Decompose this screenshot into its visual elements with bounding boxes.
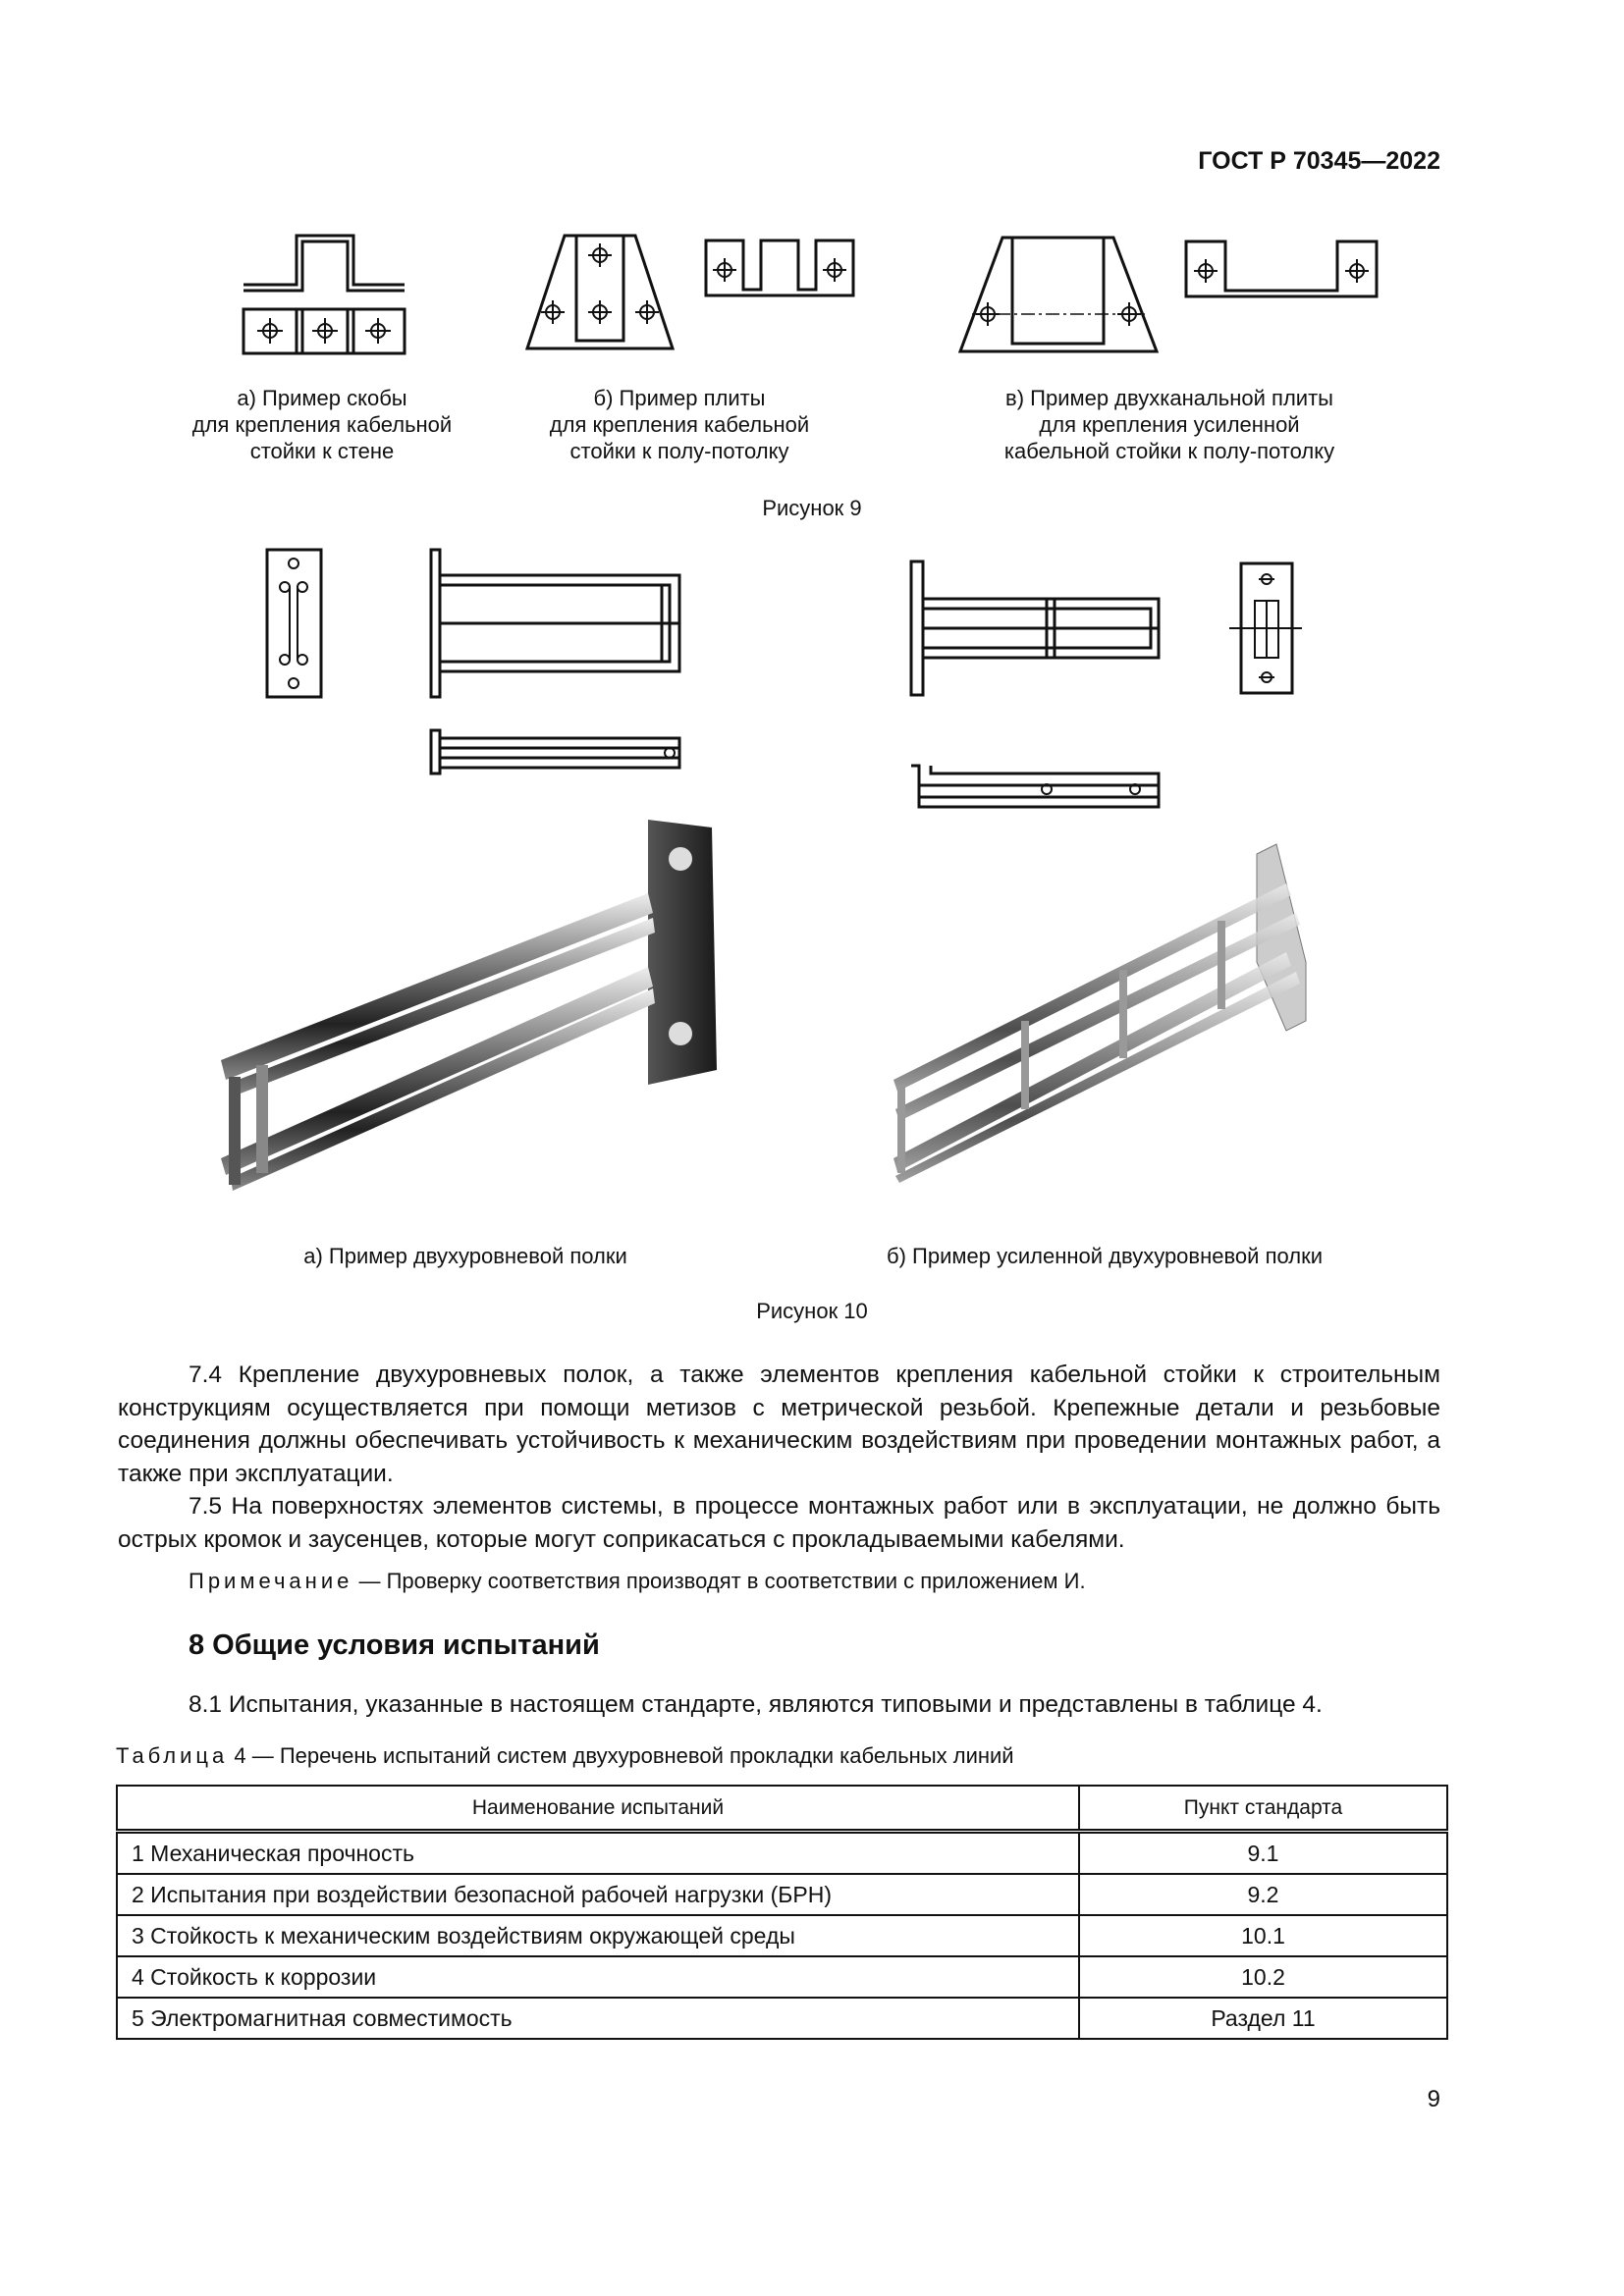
- paragraph-text: 7.5 На поверхностях элементов системы, в процессе монтажных работ или в эксплуатации, не должно быть острых кромок и заусенцев, которые могут соприкасаться с прокладываемыми кабелями.: [118, 1493, 1440, 1553]
- note-label: Примечание: [189, 1569, 353, 1593]
- caption-line: б) Пример плиты: [593, 386, 766, 410]
- test-name: 4 Стойкость к коррозии: [117, 1956, 1079, 1998]
- column-header: Наименование испытаний: [117, 1786, 1079, 1832]
- tests-table: [116, 1785, 1448, 2040]
- table-row: [117, 1998, 1447, 2039]
- figure9-c-two-channel-plate-drawing: [958, 234, 1380, 361]
- caption-line: а) Пример скобы: [237, 386, 407, 410]
- page-number: 9: [1427, 2086, 1440, 2112]
- clause-ref: 10.1: [1079, 1915, 1447, 1956]
- section-8-heading: 8 Общие условия испытаний: [189, 1629, 600, 1661]
- clause-ref: 10.2: [1079, 1956, 1447, 1998]
- figure10-a-shelf-photo: [211, 820, 727, 1193]
- test-name: 3 Стойкость к механическим воздействиям окружающей среды: [117, 1915, 1079, 1956]
- figure10-b-reinforced-shelf-photo: [884, 844, 1316, 1183]
- figure10-caption-a: а) Пример двухуровневой полки: [303, 1244, 627, 1268]
- figure10-a-shelf-drawings: [263, 546, 685, 781]
- table-caption-text: 4 — Перечень испытаний систем двухуровневой прокладки кабельных линий: [228, 1743, 1014, 1768]
- test-name: 2 Испытания при воздействии безопасной рабочей нагрузки (БРН): [117, 1874, 1079, 1915]
- clause-ref: Раздел 11: [1079, 1998, 1447, 2039]
- caption-line: в) Пример двухканальной плиты: [1005, 386, 1333, 410]
- caption-line: стойки к стене: [249, 439, 395, 463]
- figure9-caption-c: [978, 385, 1361, 464]
- figure10-b-reinforced-shelf-drawings: [909, 560, 1302, 815]
- paragraph-8-1: [118, 1688, 1440, 1722]
- note: [118, 1565, 1440, 1598]
- table-row: [117, 1874, 1447, 1915]
- paragraph-7-5: [118, 1490, 1440, 1556]
- caption-line: для крепления кабельной: [549, 412, 810, 437]
- table-header-row: [117, 1786, 1447, 1832]
- clause-ref: 9.2: [1079, 1874, 1447, 1915]
- paragraph-text: 8.1 Испытания, указанные в настоящем стандарте, являются типовыми и представлены в таблице 4.: [189, 1691, 1323, 1718]
- table-caption: [116, 1743, 1014, 1769]
- paragraph-text: 7.4 Крепление двухуровневых полок, а также элементов крепления кабельной стойки к строительным конструкциям осуществляется при помощи метизов с метрической резьбой. Крепежные детали и резьбовые соединения должны обеспечивать устойчивость к механическим воздействиям при проведении монтажных работ, а также при эксплуатации.: [118, 1362, 1440, 1487]
- figure9-title: Рисунок 9: [762, 496, 862, 520]
- figure10-title: Рисунок 10: [756, 1299, 868, 1323]
- test-name: 5 Электромагнитная совместимость: [117, 1998, 1079, 2039]
- table-row: [117, 1956, 1447, 1998]
- caption-line: для крепления усиленной: [1039, 412, 1300, 437]
- clause-ref: 9.1: [1079, 1832, 1447, 1875]
- column-header: Пункт стандарта: [1079, 1786, 1447, 1832]
- caption-line: кабельной стойки к полу-потолку: [1003, 439, 1335, 463]
- figure9-caption-b: [532, 385, 827, 464]
- table-row: [117, 1832, 1447, 1875]
- caption-line: стойки к полу-потолку: [569, 439, 789, 463]
- note-text: — Проверку соответствия производят в соответствии с приложением И.: [352, 1569, 1086, 1593]
- figure9-caption-a: [175, 385, 469, 464]
- test-name: 1 Механическая прочность: [117, 1832, 1079, 1875]
- figure9-b-floor-plate-drawing: [525, 231, 859, 358]
- table-row: [117, 1915, 1447, 1956]
- figure10-caption-b: б) Пример усиленной двухуровневой полки: [887, 1244, 1323, 1268]
- table-caption-label: Таблица: [116, 1743, 229, 1768]
- caption-line: для крепления кабельной: [191, 412, 453, 437]
- document-id: ГОСТ Р 70345—2022: [1198, 147, 1440, 175]
- paragraph-7-4: [118, 1359, 1440, 1490]
- figure9-a-wall-bracket-drawing: [236, 226, 412, 358]
